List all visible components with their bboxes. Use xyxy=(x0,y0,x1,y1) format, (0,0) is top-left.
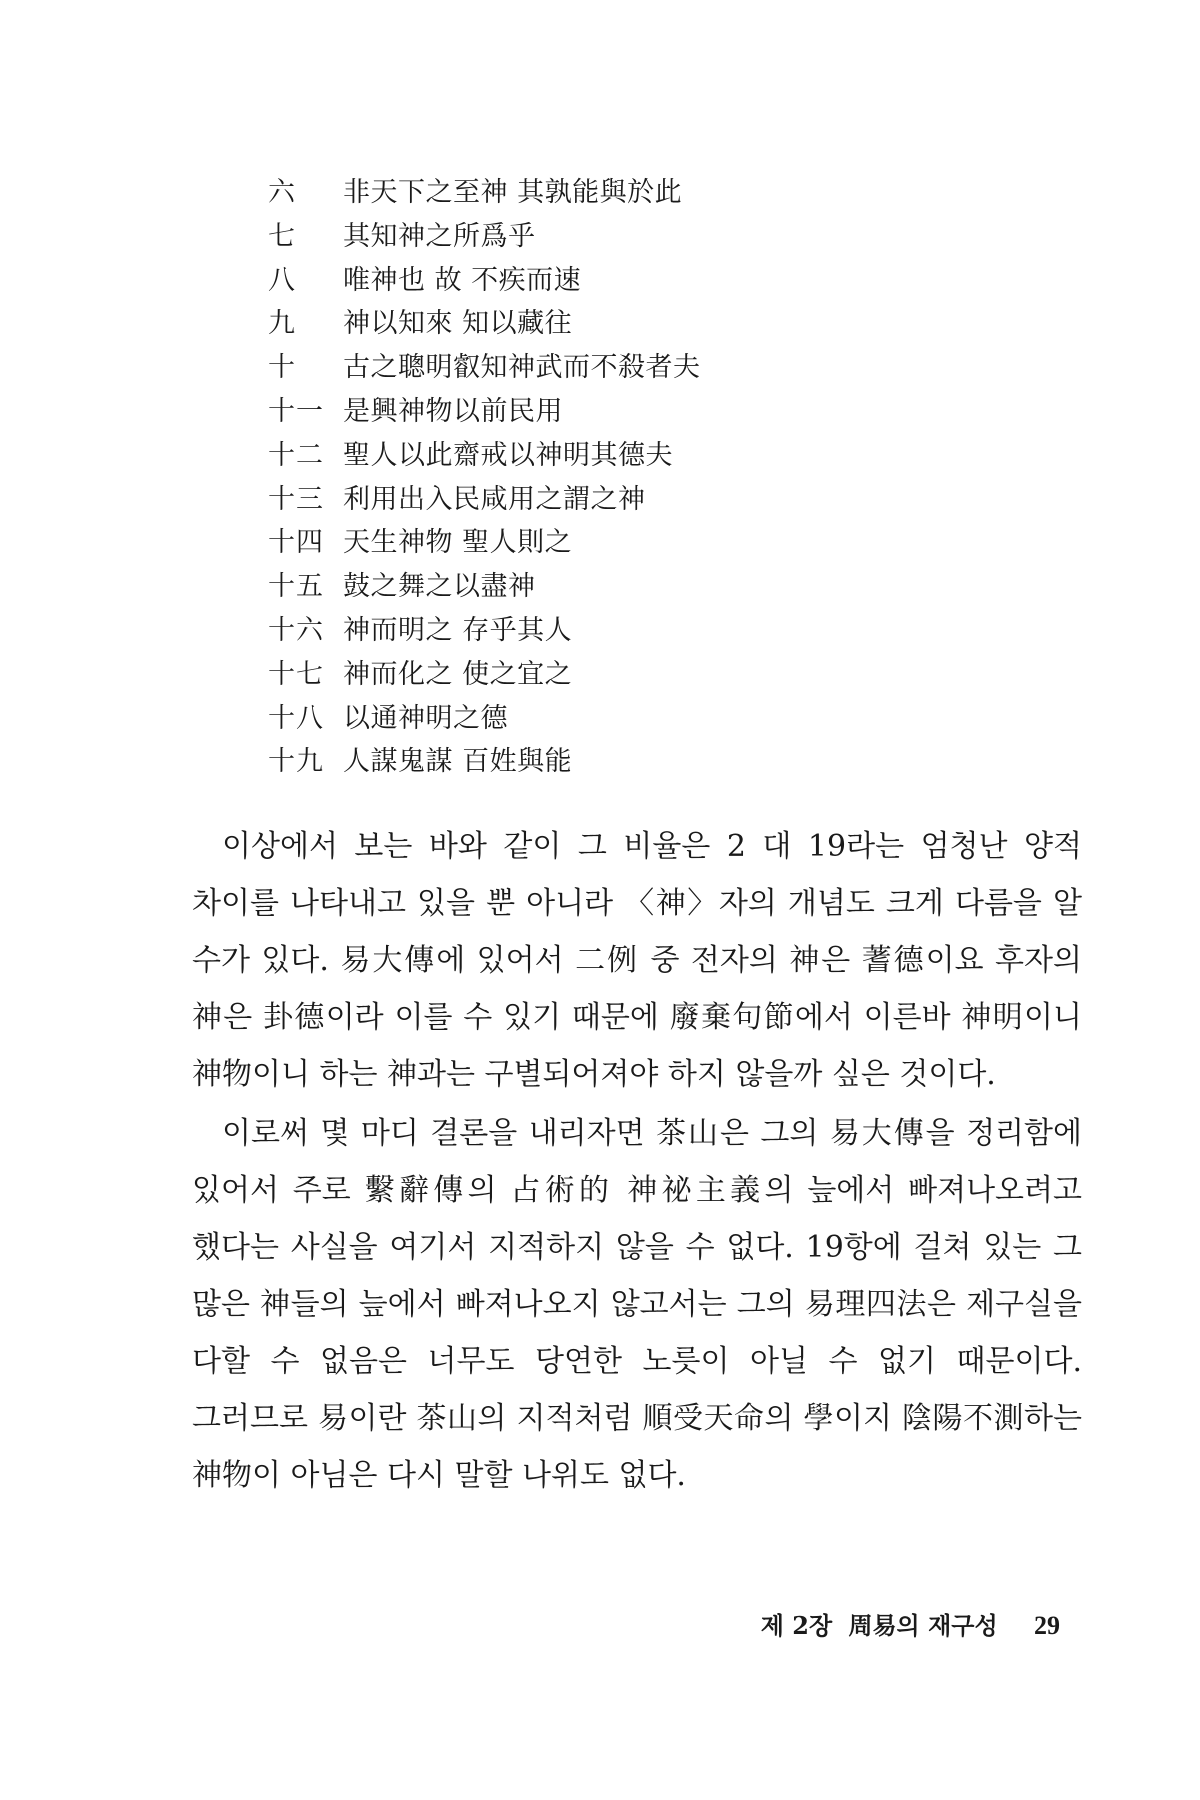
item-text: 聖人以此齋戒以神明其德夫 xyxy=(343,439,673,471)
list-item xyxy=(268,390,888,434)
item-text: 鼓之舞之以盡神 xyxy=(343,571,536,603)
item-text: 以通神明之德 xyxy=(343,702,508,734)
item-number: 十二 xyxy=(268,439,324,471)
list-item xyxy=(268,478,888,522)
item-text: 神而明之 存乎其人 xyxy=(343,614,573,646)
numbered-quote-list xyxy=(268,171,888,784)
item-text: 利用出入民咸用之謂之神 xyxy=(343,483,646,515)
item-number: 十三 xyxy=(268,483,324,515)
list-item xyxy=(268,302,888,346)
list-item xyxy=(268,259,888,303)
item-number: 十七 xyxy=(268,658,324,690)
list-item xyxy=(268,653,888,697)
footer-title: 周易의 재구성 xyxy=(848,1611,998,1640)
list-item xyxy=(268,740,888,784)
item-number: 十四 xyxy=(268,527,324,559)
list-item xyxy=(268,697,888,741)
list-item xyxy=(268,565,888,609)
item-number: 十八 xyxy=(268,702,324,734)
list-item xyxy=(268,434,888,478)
list-item xyxy=(268,521,888,565)
list-item xyxy=(268,171,888,215)
footer-chapter: 제 2장 xyxy=(760,1611,833,1640)
item-text: 神以知來 知以藏往 xyxy=(343,308,573,340)
item-number: 八 xyxy=(268,264,296,296)
body-text xyxy=(192,818,1082,1504)
item-number: 十 xyxy=(268,352,296,384)
item-number: 十六 xyxy=(268,614,324,646)
item-number: 十五 xyxy=(268,571,324,603)
item-number: 十九 xyxy=(268,746,324,778)
paragraph: 이로써 몇 마디 결론을 내리자면 茶山은 그의 易大傳을 정리함에 있어서 주로 繫辭傳의 占術的 神祕主義의 늪에서 빠져나오려고 했다는 사실을 여기서 지적하지 않을 수 없다. 19항에 걸쳐 있는 그 많은 神들의 늪에서 빠져나오지 않고서는 그의 易理四法은 제구실을 다할 수 없음은 너무도 당연한 노릇이 아닐 수 없기 때문이다. 그러므로 易이란 茶山의 지적처럼 順受天命의 學이지 陰陽不測하는 神物이 아님은 다시 말할 나위도 없다. xyxy=(192,1116,1082,1493)
item-text: 神而化之 使之宜之 xyxy=(343,658,573,690)
paragraph: 이상에서 보는 바와 같이 그 비율은 2 대 19라는 엄청난 양적 차이를 나타내고 있을 뿐 아니라 〈神〉자의 개념도 크게 다름을 알 수가 있다. 易大傳에 있어서 二例 중 전자의 神은 蓍德이요 후자의 神은 卦德이라 이를 수 있기 때문에 廢棄句節에서 이른바 神明이니 神物이니 하는 神과는 구별되어져야 하지 않을까 싶은 것이다. xyxy=(192,829,1082,1092)
page-footer xyxy=(761,1610,1060,1642)
item-text: 唯神也 故 不疾而速 xyxy=(343,264,582,296)
list-item xyxy=(268,346,888,390)
item-text: 非天下之至神 其孰能與於此 xyxy=(343,177,683,208)
item-text: 人謀鬼謀 百姓與能 xyxy=(343,746,573,778)
item-text: 古之聰明叡知神武而不殺者夫 xyxy=(343,352,701,384)
item-text: 其知神之所爲乎 xyxy=(343,220,536,252)
list-item xyxy=(268,215,888,259)
list-item xyxy=(268,609,888,653)
item-text: 天生神物 聖人則之 xyxy=(343,527,573,559)
item-number: 十一 xyxy=(268,395,324,427)
page-number: 29 xyxy=(1034,1611,1060,1640)
item-number: 六 xyxy=(268,177,296,208)
item-number: 九 xyxy=(268,308,296,340)
item-number: 七 xyxy=(268,220,296,252)
item-text: 是興神物以前民用 xyxy=(343,395,563,427)
